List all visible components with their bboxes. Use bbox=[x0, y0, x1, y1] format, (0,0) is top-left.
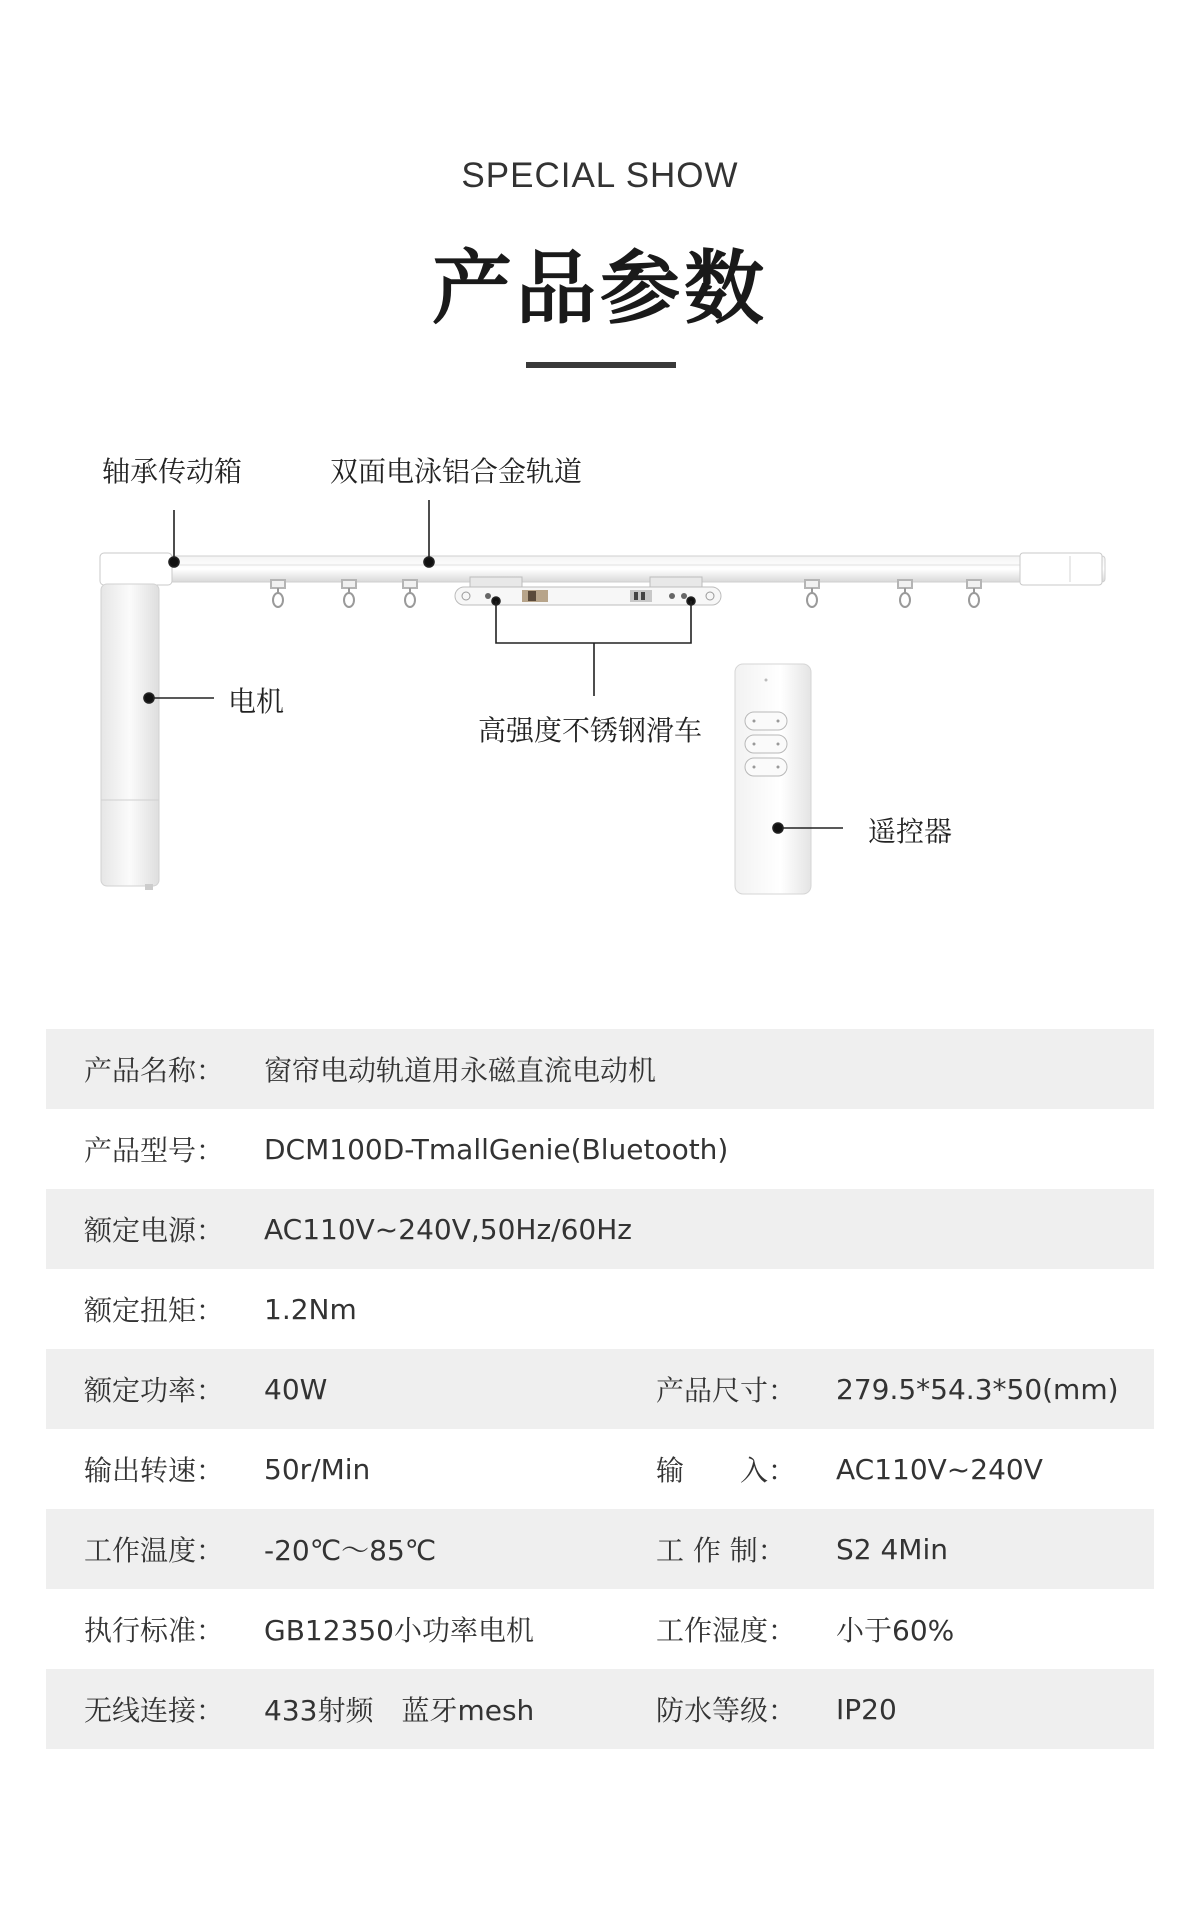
spec-value: -20℃～85℃ bbox=[264, 1534, 437, 1567]
spec-table bbox=[46, 1029, 1154, 1749]
spec-value: 窗帘电动轨道用永磁直流电动机 bbox=[264, 1054, 657, 1087]
spec-label: 执行标准： bbox=[84, 1614, 225, 1647]
spec-label: 防水等级： bbox=[656, 1694, 797, 1727]
spec-row-wireless bbox=[46, 1669, 1154, 1749]
spec-row-power-supply bbox=[46, 1189, 1154, 1269]
spec-label: 额定扭矩： bbox=[84, 1294, 225, 1327]
spec-value: DCM100D-TmallGenie(Bluetooth) bbox=[264, 1132, 729, 1166]
gearbox bbox=[100, 553, 172, 585]
page-title: 产品参数 bbox=[432, 242, 768, 335]
spec-row-power bbox=[46, 1349, 1154, 1429]
callout-remote: 遥控器 bbox=[868, 815, 953, 848]
spec-value: IP20 bbox=[836, 1692, 897, 1726]
spec-label: 产品型号： bbox=[84, 1134, 225, 1167]
spec-value: GB12350小功率电机 bbox=[264, 1614, 534, 1647]
spec-label: 输出转速： bbox=[84, 1454, 225, 1487]
spec-value: 40W bbox=[264, 1372, 328, 1406]
spec-label: 输 入： bbox=[656, 1454, 797, 1487]
aluminum-track bbox=[100, 553, 1105, 585]
spec-row-model bbox=[46, 1109, 1154, 1189]
spec-label: 工作温度： bbox=[84, 1534, 225, 1567]
spec-value: S2 4Min bbox=[836, 1532, 948, 1566]
spec-row-speed bbox=[46, 1429, 1154, 1509]
spec-label: 产品名称： bbox=[84, 1054, 225, 1087]
motor-body bbox=[101, 584, 159, 890]
spec-value: 1.2Nm bbox=[264, 1292, 357, 1326]
spec-value: 50r/Min bbox=[264, 1452, 371, 1486]
section-subtitle: SPECIAL SHOW bbox=[461, 156, 739, 195]
spec-value: 小于60% bbox=[836, 1614, 955, 1647]
spec-row-torque bbox=[46, 1269, 1154, 1349]
spec-label: 无线连接： bbox=[84, 1694, 225, 1727]
callout-motor: 电机 bbox=[228, 685, 285, 718]
callout-track: 双面电泳铝合金轨道 bbox=[330, 455, 583, 488]
callout-gearbox: 轴承传动箱 bbox=[102, 455, 243, 488]
spec-value: AC110V~240V,50Hz/60Hz bbox=[264, 1212, 632, 1246]
spec-value: 279.5*54.3*50(mm) bbox=[836, 1372, 1119, 1406]
callout-pulley: 高强度不锈钢滑车 bbox=[478, 714, 703, 747]
spec-label: 产品尺寸： bbox=[656, 1374, 797, 1407]
spec-value: 433射频 蓝牙mesh bbox=[264, 1694, 535, 1727]
spec-row-standard bbox=[46, 1589, 1154, 1669]
spec-row-product-name bbox=[46, 1029, 1154, 1109]
spec-label: 工 作 制： bbox=[656, 1534, 786, 1567]
spec-row-temperature bbox=[46, 1509, 1154, 1589]
spec-label: 额定功率： bbox=[84, 1374, 225, 1407]
remote-control-image bbox=[735, 664, 811, 894]
spec-label: 工作湿度： bbox=[656, 1614, 797, 1647]
spec-value: AC110V~240V bbox=[836, 1452, 1043, 1486]
spec-label: 额定电源： bbox=[84, 1214, 225, 1247]
